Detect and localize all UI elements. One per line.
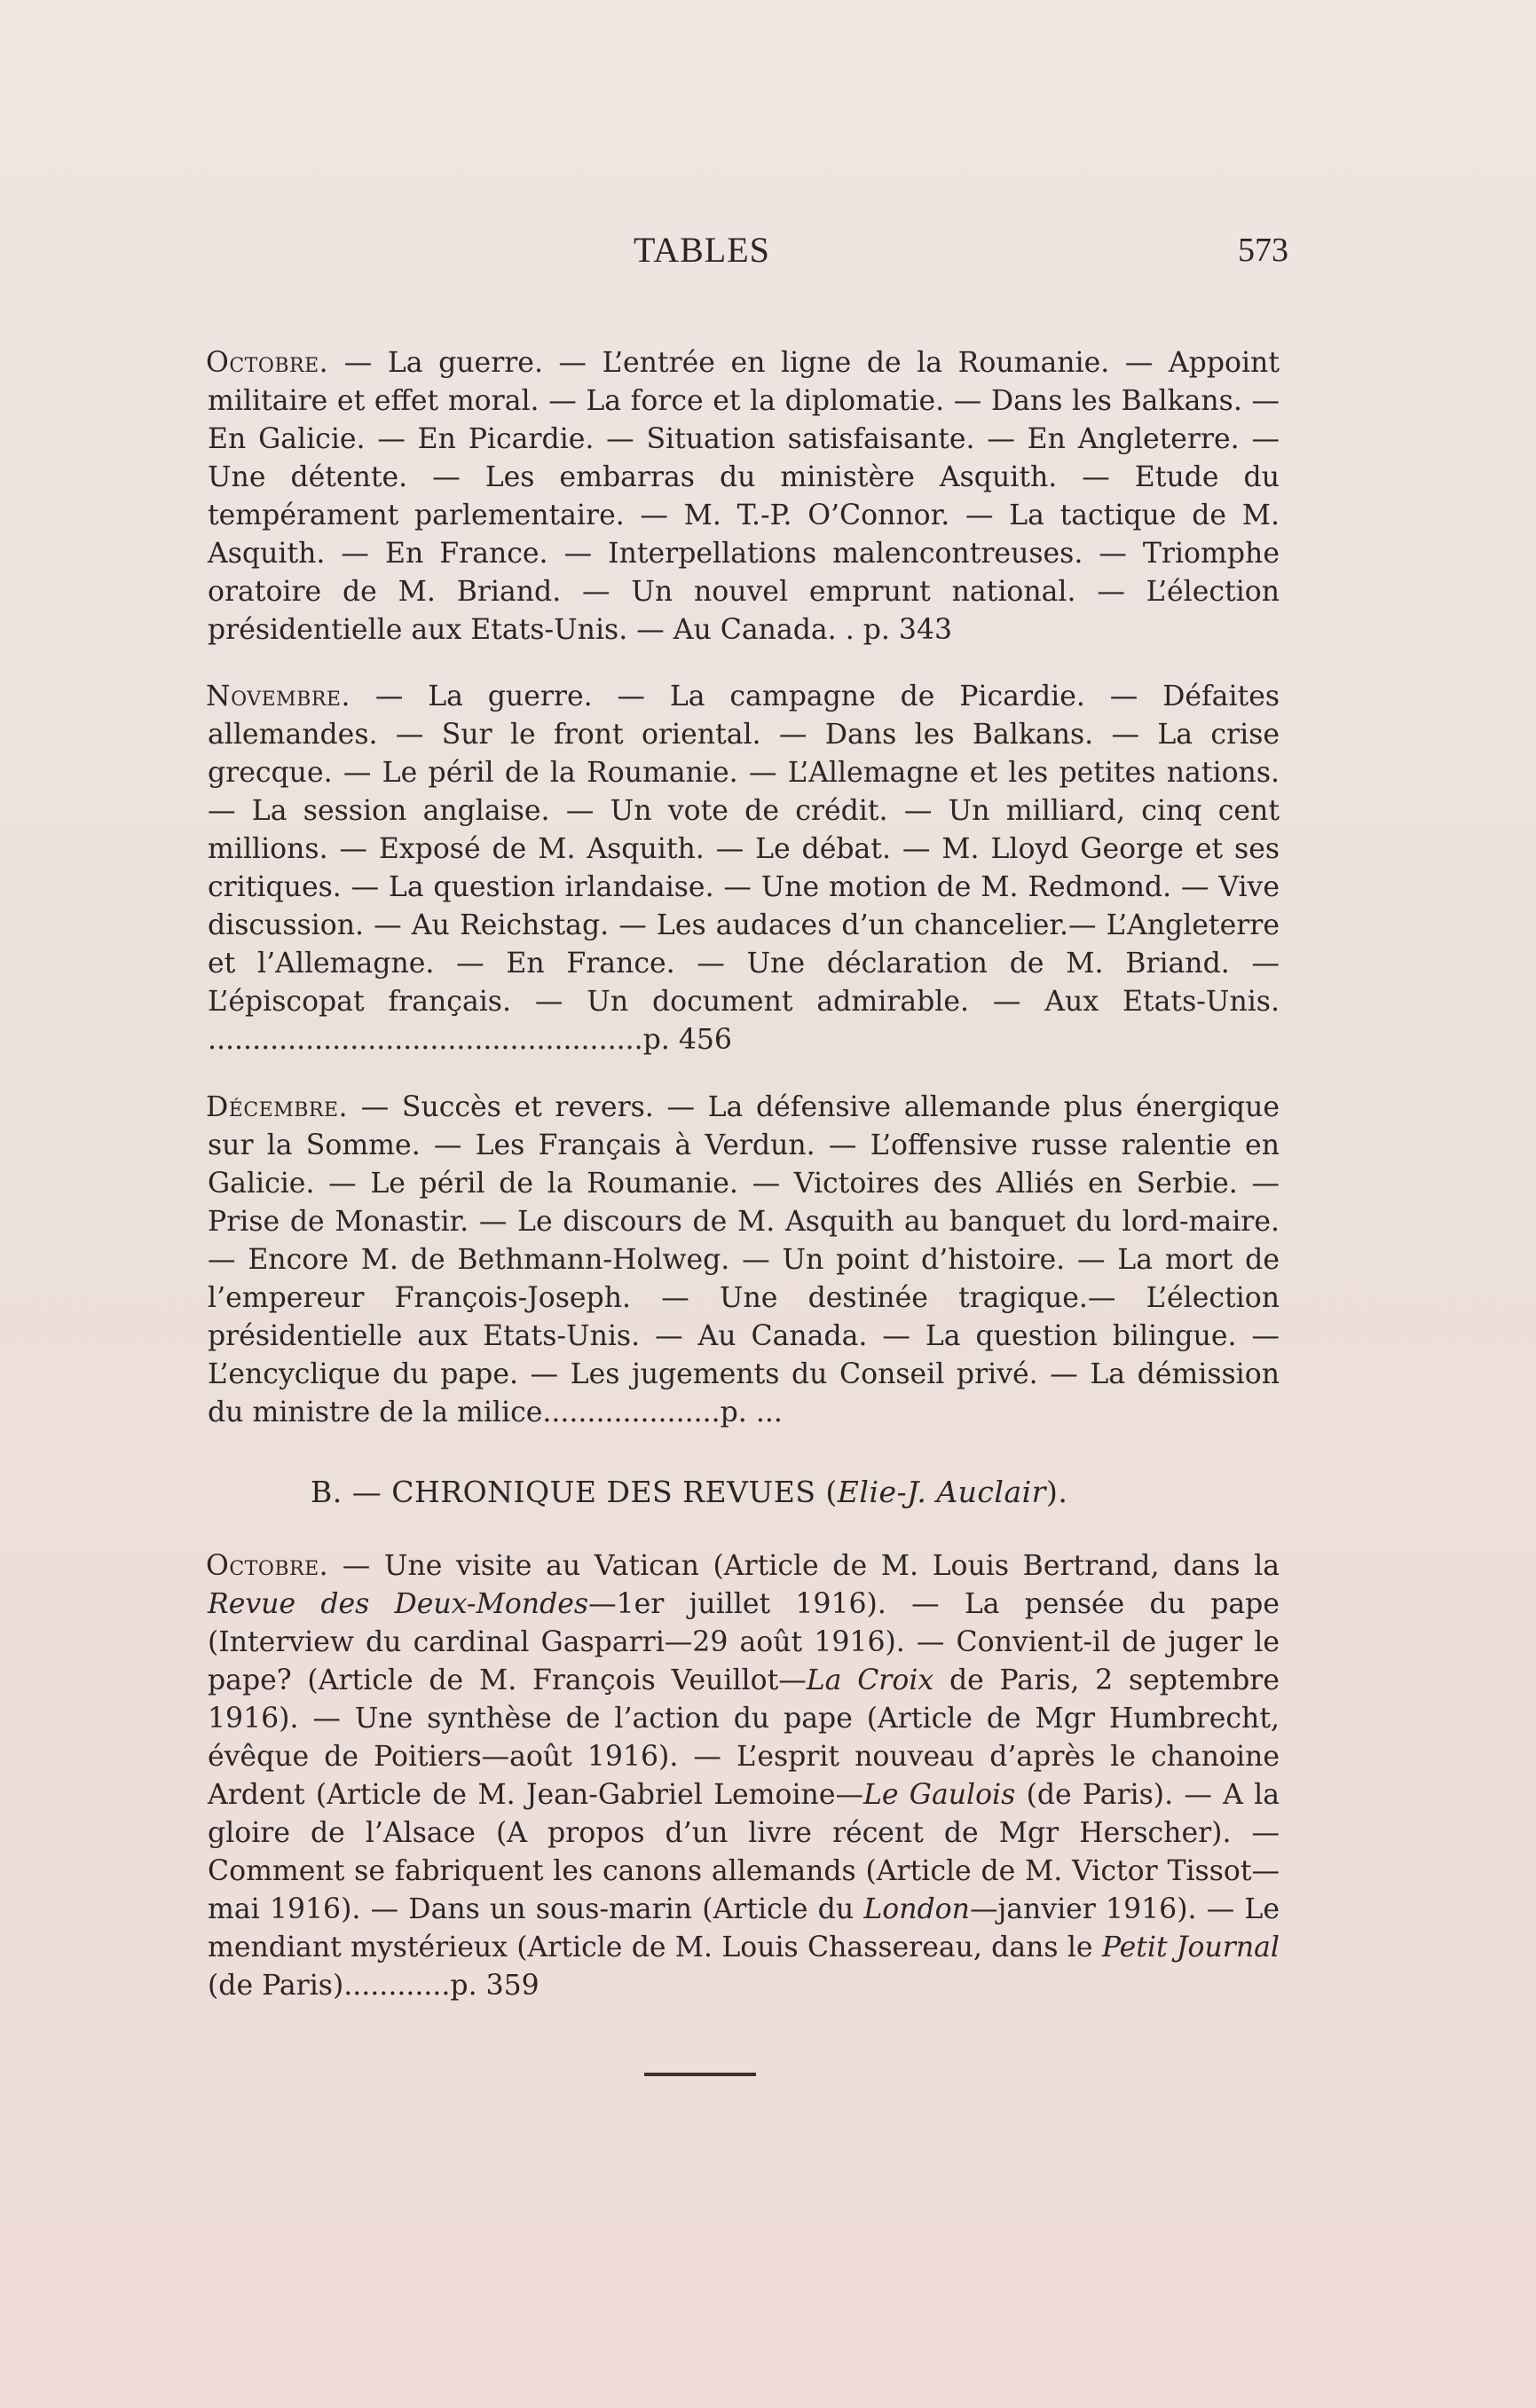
closing-rule (644, 2073, 756, 2076)
entry-text-5: —janvier 1916). — Le mendiant mystérieux (Article de M. Louis Chassereau, dans le (208, 1893, 1280, 1963)
entry-paragraph (208, 678, 1280, 1059)
page-header (206, 229, 1288, 282)
entry-month: Octobre. (206, 1550, 329, 1582)
entry-paragraph (208, 1547, 1280, 2005)
section-heading-prefix: B. — CHRONIQUE DES REVUES ( (311, 1475, 838, 1509)
entry-month: Décembre. (206, 1091, 349, 1123)
entry-paragraph (208, 1089, 1280, 1432)
entry-text-6: (de Paris)............p. 359 (208, 1970, 540, 2002)
entry-text: — Succès et revers. — La défensive allemande plus énergique sur la Somme. — Les Français à Verdun. — L’offensive russe ralentie en Galicie. — Le péril de la Roumanie. — Victoires des Alliés en Serbie. — Prise de Monastir. — Le discours de M. Asquith au banquet du lord-maire. — Encore M. de Bethmann-Holweg. — Un point d’histoire. — La mort de l’empereur François-Joseph. — Une destinée tragique.— L’élection présidentielle aux Etats-Unis. — Au Canada. — La question bilingue. — L’encyclique du pape. — Les jugements du Conseil privé. — La démission du ministre de la milice....................p. ... (208, 1091, 1280, 1428)
entry-text-3: de Paris, 2 septembre 1916). — Une synthèse de l’action du pape (Article de Mgr Humbrecht, évêque de Poitiers—août 1916). — L’esprit nouveau d’après le chanoine Ardent (Article de M. Jean-Gabriel Lemoine— (208, 1664, 1280, 1811)
publication-title: Revue des Deux-Mondes (208, 1588, 589, 1620)
entry-month: Novembre. (206, 681, 351, 712)
publication-title: London (863, 1893, 970, 1925)
publication-title: Petit Journal (1101, 1932, 1280, 1963)
entry-month: Octobre. (206, 347, 329, 379)
publication-title: La Croix (806, 1664, 934, 1696)
entry-text-1: — Une visite au Vatican (Article de M. Louis Bertrand, dans la (328, 1550, 1280, 1582)
section-heading-author: Elie-J. Auclair (837, 1475, 1046, 1509)
entry-revues-octobre (206, 1547, 1280, 2005)
entry-text-2: —1er juillet 1916). — La pensée du pape (Interview du cardinal Gasparri—29 août 1916). — Convient-il de juger le pape? (Article de M. François Veuillot— (208, 1588, 1280, 1696)
entry-text: — La guerre. — L’entrée en ligne de la Roumanie. — Appoint militaire et effet moral. — La force et la diplomatie. — Dans les Balkans. — En Galicie. — En Picardie. — Situation satisfaisante. — En Angleterre. — Une détente. — Les embarras du ministère Asquith. — Etude du tempérament parlementaire. — M. T.-P. O’Connor. — La tactique de M. Asquith. — En France. — Interpellations malencontreuses. — Triomphe oratoire de M. Briand. — Un nouvel emprunt national. — L’élection présidentielle aux Etats-Unis. — Au Canada. . p. 343 (208, 347, 1280, 646)
entry-paragraph (208, 344, 1280, 649)
page-number: 573 (1238, 232, 1288, 269)
entry-text-4: (de Paris). — A la gloire de l’Alsace (A propos d’un livre récent de Mgr Herscher). — Comment se fabriquent les canons allemands (Article de M. Victor Tissot—mai 1916). — Dans un sous-marin (Article du (208, 1779, 1280, 1925)
entry-text: — La guerre. — La campagne de Picardie. — Défaites allemandes. — Sur le front oriental. — Dans les Balkans. — La crise grecque. — Le péril de la Roumanie. — L’Allemagne et les petites nations. — La session anglaise. — Un vote de crédit. — Un milliard, cinq cent millions. — Exposé de M. Asquith. — Le débat. — M. Lloyd George et ses critiques. — La question irlandaise. — Une motion de M. Redmond. — Vive discussion. — Au Reichstag. — Les audaces d’un chancelier.— L’Angleterre et l’Allemagne. — En France. — Une déclaration de M. Briand. — L’épiscopat français. — Un document admirable. — Aux Etats-Unis. .................................................p. 456 (208, 681, 1280, 1056)
entry-octobre (206, 344, 1280, 649)
section-heading-suffix: ). (1045, 1475, 1068, 1509)
entry-decembre (206, 1089, 1280, 1432)
section-heading-b (311, 1475, 1067, 1509)
entry-novembre (206, 678, 1280, 1059)
running-title: TABLES (634, 230, 770, 270)
publication-title: Le Gaulois (863, 1779, 1016, 1811)
